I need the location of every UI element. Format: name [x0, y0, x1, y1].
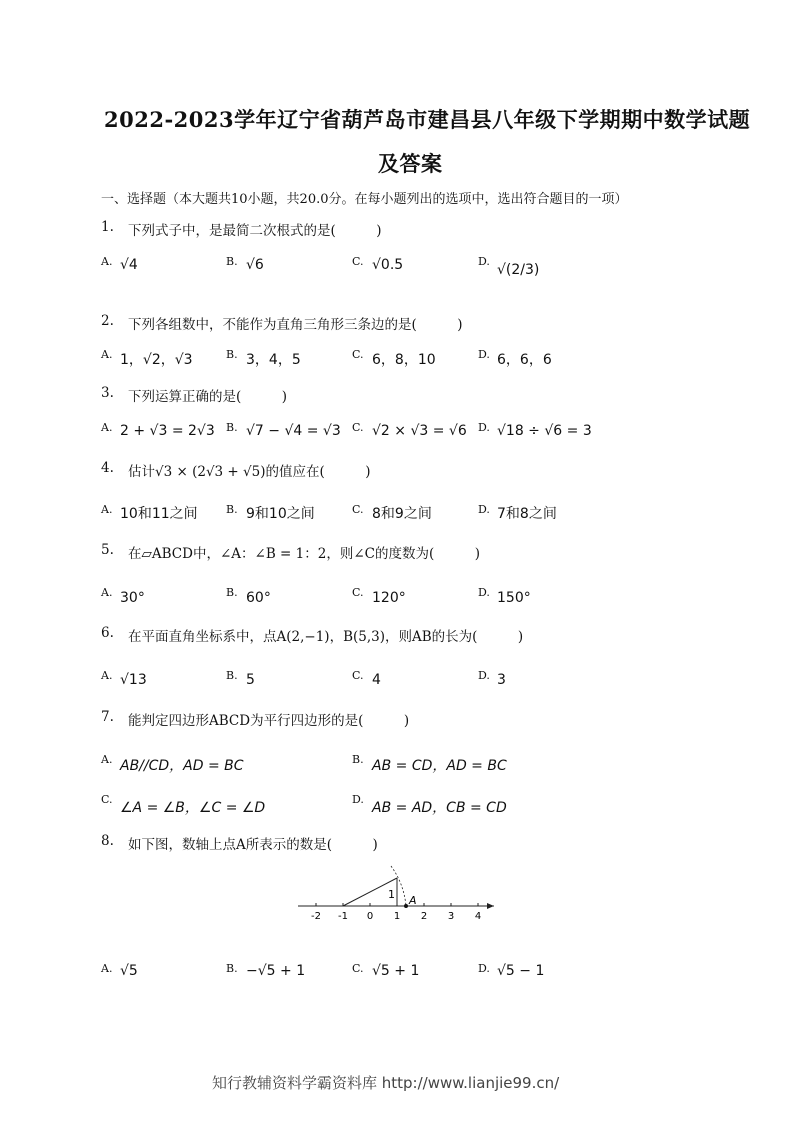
q4-option-d: 7和8之间: [497, 506, 557, 522]
q8-option-b-letter: B.: [226, 962, 238, 975]
q7-option-d-letter: D.: [352, 793, 364, 806]
q2-option-b: 3，4，5: [246, 352, 301, 368]
q1-option-d: √(2/3): [497, 262, 540, 278]
point-a-label: A: [409, 894, 417, 907]
q6-option-d-letter: D.: [478, 669, 490, 682]
q5-option-a: 30°: [120, 590, 145, 606]
q1-option-a-letter: A.: [101, 255, 113, 268]
q2-option-d-letter: D.: [478, 348, 490, 361]
q5-option-c-letter: C.: [352, 586, 364, 599]
page-title: 2022-2023学年辽宁省葫芦岛市建昌县八年级下学期期中数学试题: [104, 107, 751, 132]
q7-option-a: AB//CD，AD = BC: [120, 758, 244, 774]
tick-label--2: -2: [311, 911, 321, 922]
q6-option-c-letter: C.: [352, 669, 364, 682]
q3-option-a: 2 + √3 = 2√3: [120, 423, 215, 439]
tick-label-1: 1: [393, 911, 401, 922]
q3-option-c-letter: C.: [352, 421, 364, 434]
q7-option-d: AB = AD，CB = CD: [372, 800, 507, 816]
q6-option-a: √13: [120, 672, 147, 688]
q8-option-d: √5 − 1: [497, 963, 545, 979]
q6-option-c: 4: [372, 672, 381, 688]
q5-option-b-letter: B.: [226, 586, 238, 599]
q2-option-d: 6，6，6: [497, 352, 552, 368]
q8-option-d-letter: D.: [478, 962, 490, 975]
q5-option-a-letter: A.: [101, 586, 113, 599]
question-5-text: 在▱ABCD中，∠A：∠B = 1：2，则∠C的度数为( ): [128, 546, 480, 562]
page-title-line2: 及答案: [378, 151, 443, 176]
q1-option-b-letter: B.: [226, 255, 238, 268]
q7-option-a-letter: A.: [101, 753, 113, 766]
question-5-number: 5.: [101, 542, 114, 558]
q4-option-c: 8和9之间: [372, 506, 432, 522]
question-6-number: 6.: [101, 625, 114, 641]
q7-option-c-letter: C.: [101, 793, 113, 806]
question-7-number: 7.: [101, 709, 114, 725]
q6-option-b-letter: B.: [226, 669, 238, 682]
question-8-text: 如下图，数轴上点A所表示的数是( ): [128, 837, 378, 853]
q3-option-c: √2 × √3 = √6: [372, 423, 467, 439]
question-8-number: 8.: [101, 833, 114, 849]
q3-option-b: √7 − √4 = √3: [246, 423, 341, 439]
q2-option-c-letter: C.: [352, 348, 364, 361]
question-2-number: 2.: [101, 313, 114, 329]
q5-option-b: 60°: [246, 590, 271, 606]
q5-option-c: 120°: [372, 590, 406, 606]
q4-option-a-letter: A.: [101, 503, 113, 516]
question-1-text: 下列式子中，是最简二次根式的是( ): [128, 223, 382, 239]
q2-option-b-letter: B.: [226, 348, 238, 361]
side-length-label: 1: [388, 888, 395, 901]
q6-option-a-letter: A.: [101, 669, 113, 682]
q3-option-d-letter: D.: [478, 421, 490, 434]
section-header: 一、选择题（本大题共10小题，共20.0分。在每小题列出的选项中，选出符合题目的一项）: [101, 192, 628, 207]
q5-option-d: 150°: [497, 590, 531, 606]
q5-option-d-letter: D.: [478, 586, 490, 599]
q7-option-b-letter: B.: [352, 753, 364, 766]
q6-option-b: 5: [246, 672, 255, 688]
tick-label-0: 0: [366, 911, 374, 922]
q3-option-a-letter: A.: [101, 421, 113, 434]
number-line-arrow: [487, 903, 494, 909]
q8-option-c: √5 + 1: [372, 963, 420, 979]
number-line-figure: [296, 862, 500, 924]
tick-label-3: 3: [447, 911, 455, 922]
question-3-text: 下列运算正确的是( ): [128, 389, 288, 405]
q1-option-d-letter: D.: [478, 255, 490, 268]
q2-option-c: 6，8，10: [372, 352, 436, 368]
question-2-text: 下列各组数中，不能作为直角三角形三条边的是( ): [128, 317, 463, 333]
q8-option-a-letter: A.: [101, 962, 113, 975]
q4-option-d-letter: D.: [478, 503, 490, 516]
q3-option-d: √18 ÷ √6 = 3: [497, 423, 592, 439]
q8-option-c-letter: C.: [352, 962, 364, 975]
tick-label-2: 2: [420, 911, 428, 922]
q2-option-a: 1，√2，√3: [120, 352, 193, 368]
q7-option-c: ∠A = ∠B，∠C = ∠D: [120, 800, 266, 816]
point-a-dot: [404, 904, 408, 908]
tick-label--1: -1: [338, 911, 348, 922]
q1-option-c-letter: C.: [352, 255, 364, 268]
q7-option-b: AB = CD，AD = BC: [372, 758, 507, 774]
q4-option-b-letter: B.: [226, 503, 238, 516]
tick-label-4: 4: [474, 911, 482, 922]
q3-option-b-letter: B.: [226, 421, 238, 434]
question-3-number: 3.: [101, 385, 114, 401]
q1-option-b: √6: [246, 257, 264, 273]
q4-option-c-letter: C.: [352, 503, 364, 516]
q6-option-d: 3: [497, 672, 506, 688]
question-4-text: 估计√3 × (2√3 + √5)的值应在( ): [128, 464, 371, 480]
question-1-number: 1.: [101, 219, 114, 235]
question-6-text: 在平面直角坐标系中，点A(2,−1)，B(5,3)，则AB的长为( ): [128, 629, 524, 645]
q1-option-a: √4: [120, 257, 138, 273]
q4-option-b: 9和10之间: [246, 506, 315, 522]
q8-option-b: −√5 + 1: [246, 963, 306, 979]
q2-option-a-letter: A.: [101, 348, 113, 361]
footer-text: 知行教辅资料学霸资料库 http://www.lianjie99.cn/: [212, 1074, 560, 1092]
question-4-number: 4.: [101, 460, 114, 476]
q1-option-c: √0.5: [372, 257, 404, 273]
question-7-text: 能判定四边形ABCD为平行四边形的是( ): [128, 713, 410, 729]
q4-option-a: 10和11之间: [120, 506, 198, 522]
q8-option-a: √5: [120, 963, 138, 979]
